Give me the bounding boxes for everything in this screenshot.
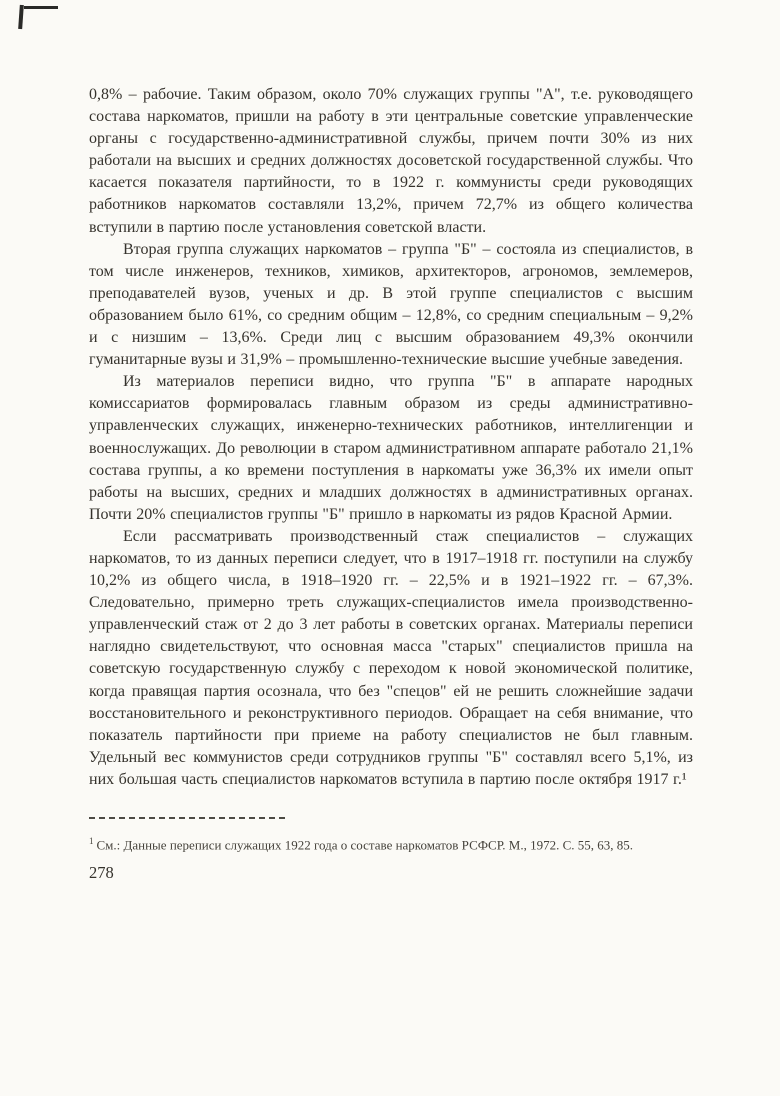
paragraph: Если рассматривать производственный стаж специалистов – служащих наркоматов, то из данных переписи следует, что в 1917–1918 гг. поступили на службу 10,2% из общего числа, в 1918–1920 гг. – 22,5% и в 1921–1922 гг. – 67,3%. Следовательно, примерно треть служащих-специалистов имела производственно-управленческий стаж от 2 до 3 лет работы в советских органах. Материалы переписи наглядно свидетельствуют, что основная масса "старых" специалистов пришла на советскую государственную службу с переходом к новой экономической политике, когда правящая партия осознала, что без "спецов" ей не решить сложнейшие задачи восстановительного и реконструктивного периодов. Обращает на себя внимание, что показатель партийности при приеме на работу специалистов не был главным. Удельный вес коммунистов среди сотрудников группы "Б" составлял всего 5,1%, из них большая часть специалистов наркоматов вступила в партию после октября 1917 г.¹ bbox=[89, 527, 693, 788]
page-text-block bbox=[89, 84, 693, 883]
footnote-text: См.: Данные переписи служащих 1922 года о составе наркоматов РСФСР. М., 1972. С. 55, 63, 85. bbox=[96, 837, 634, 853]
page-number: 278 bbox=[89, 862, 114, 882]
footnote bbox=[89, 833, 693, 854]
scan-artifact bbox=[18, 5, 24, 29]
footnote-separator bbox=[89, 817, 285, 819]
scan-artifact bbox=[24, 6, 58, 9]
footnote-marker: 1 bbox=[89, 836, 94, 846]
paragraph: Вторая группа служащих наркоматов – группа "Б" – состояла из специалистов, в том числе инженеров, техников, химиков, архитекторов, агрономов, землемеров, преподавателей вузов, ученых и др. В этой группе специалистов с высшим образованием было 61%, со средним общим – 12,8%, со средним специальным – 9,2% и с низшим – 13,6%. Среди лиц с высшим образованием 49,3% окончили гуманитарные вузы и 31,9% – промышленно-технические высшие учебные заведения. bbox=[89, 240, 693, 369]
paragraph: Из материалов переписи видно, что группа "Б" в аппарате народных комиссариатов формировалась главным образом из среды административно-управленческих служащих, инженерно-технических работников, интеллигенции и военнослужащих. До революции в старом административном аппарате работало 21,1% состава группы, а ко времени поступления в наркоматы уже 36,3% их имели опыт работы на высших, средних и младших должностях в административных органах. Почти 20% специалистов группы "Б" пришло в наркоматы из рядов Красной Армии. bbox=[89, 373, 693, 523]
paragraph: 0,8% – рабочие. Таким образом, около 70% служащих группы "А", т.е. руководящего состава наркоматов, пришли на работу в эти центральные советские управленческие органы с государственно-административной службы, причем почти 30% из них работали на высших и средних должностях досоветской государственной службы. Что касается показателя партийности, то в 1922 г. коммунисты среди руководящих работников наркоматов составляли 13,2%, причем 72,7% из общего количества вступили в партию после установления советской власти. bbox=[89, 86, 693, 236]
